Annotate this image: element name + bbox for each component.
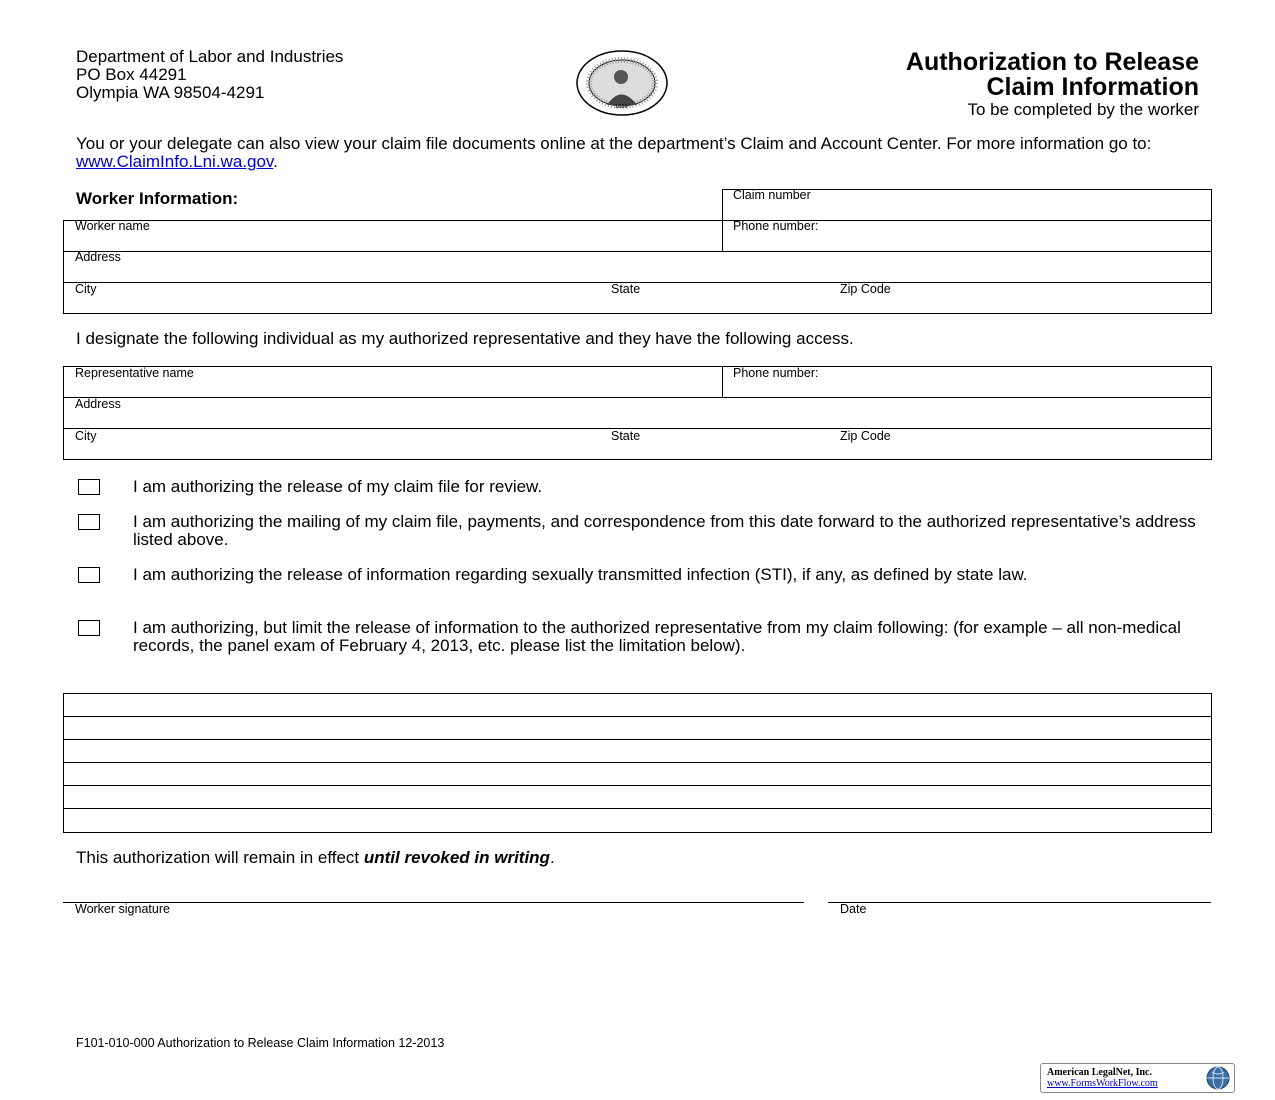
rep-address-field[interactable] (64, 411, 1211, 428)
worker-signature-field[interactable] (64, 882, 803, 902)
po-box: PO Box 44291 (76, 65, 187, 84)
title-line-1: Authorization to Release (905, 48, 1199, 76)
authorize-sti-checkbox[interactable] (78, 567, 100, 583)
rep-zip-field[interactable] (830, 443, 1210, 459)
worker-zip-label: Zip Code (840, 282, 891, 296)
intro-end: . (273, 152, 278, 171)
worker-address-label: Address (75, 250, 121, 264)
date-label: Date (840, 902, 867, 916)
authorize-limited-text: I am authorizing, but limit the release of information to the authorized representative from my claim following: (for example – all non-medical records, the panel exam of February 4, 2013, etc. please list the limitation below). (133, 618, 1181, 655)
legalnet-badge[interactable] (1040, 1063, 1235, 1093)
rep-phone-field[interactable] (723, 380, 1211, 396)
city-line: Olympia WA 98504-4291 (76, 83, 265, 102)
rep-city-label: City (75, 429, 97, 443)
worker-address-field[interactable] (64, 264, 1211, 282)
department-address (76, 48, 343, 102)
seal-year: 1889 (615, 104, 628, 110)
form-subtitle: To be completed by the worker (967, 100, 1199, 119)
designate-text: I designate the following individual as my authorized representative and they have the following access. (76, 329, 854, 348)
department-name: Department of Labor and Industries (76, 47, 344, 66)
authorize-mailing-checkbox[interactable] (78, 514, 100, 530)
authorize-review-text: I am authorizing the release of my claim file for review. (133, 477, 543, 496)
worker-signature-label: Worker signature (75, 902, 170, 916)
worker-state-field[interactable] (600, 296, 825, 313)
form-title (906, 50, 1199, 100)
form-id: F101-010-000 Authorization to Release Claim Information 12-2013 (76, 1036, 445, 1050)
claim-number-label: Claim number (733, 188, 811, 202)
intro-paragraph (76, 135, 1206, 171)
globe-icon (1206, 1066, 1230, 1090)
worker-phone-field[interactable] (723, 233, 1211, 251)
limitation-line-2[interactable] (64, 717, 1210, 739)
effect-emphasis: until revoked in writing (363, 848, 550, 867)
rep-zip-label: Zip Code (840, 429, 891, 443)
effect-statement: This authorization will remain in effect until revoked in writing. (76, 848, 555, 867)
rep-state-field[interactable] (600, 443, 825, 459)
limitation-line-6[interactable] (64, 809, 1210, 831)
rep-phone-label: Phone number: (733, 366, 819, 380)
intro-text: You or your delegate can also view your claim file documents online at the department’s Claim and Account Center. For more information go to: (76, 134, 1152, 153)
worker-zip-field[interactable] (830, 296, 1210, 313)
limitation-line-4[interactable] (64, 763, 1210, 785)
worker-name-label: Worker name (75, 219, 150, 233)
worker-info-heading: Worker Information: (76, 189, 239, 208)
worker-city-label: City (75, 282, 97, 296)
badge-url[interactable]: www.FormsWorkFlow.com (1047, 1078, 1158, 1089)
date-field[interactable] (829, 882, 1210, 902)
claim-info-link[interactable]: www.ClaimInfo.Lni.wa.gov (76, 152, 274, 171)
badge-name: American LegalNet, Inc. (1047, 1067, 1152, 1078)
worker-phone-label: Phone number: (733, 219, 819, 233)
worker-state-label: State (611, 282, 641, 296)
title-line-2: Claim Information (986, 73, 1199, 101)
limitation-line-1[interactable] (64, 694, 1210, 716)
authorize-review-checkbox[interactable] (78, 479, 100, 495)
rep-address-label: Address (75, 397, 121, 411)
rep-state-label: State (611, 429, 641, 443)
worker-name-field[interactable] (64, 233, 721, 251)
rep-city-field[interactable] (64, 443, 594, 459)
authorize-sti-text: I am authorizing the release of information regarding sexually transmitted infection (STI), if any, as defined by state law. (133, 565, 1028, 584)
rep-name-field[interactable] (64, 380, 721, 396)
rep-name-label: Representative name (75, 366, 194, 380)
limitation-line-5[interactable] (64, 786, 1210, 808)
claim-number-field[interactable] (723, 202, 1211, 220)
authorize-mailing-text: I am authorizing the mailing of my claim file, payments, and correspondence from this date forward to the authorized representative’s address listed above. (133, 512, 1196, 549)
limitation-line-3[interactable] (64, 740, 1210, 762)
state-seal-icon (575, 50, 669, 116)
authorize-limited-checkbox[interactable] (78, 620, 100, 636)
worker-city-field[interactable] (64, 296, 594, 313)
